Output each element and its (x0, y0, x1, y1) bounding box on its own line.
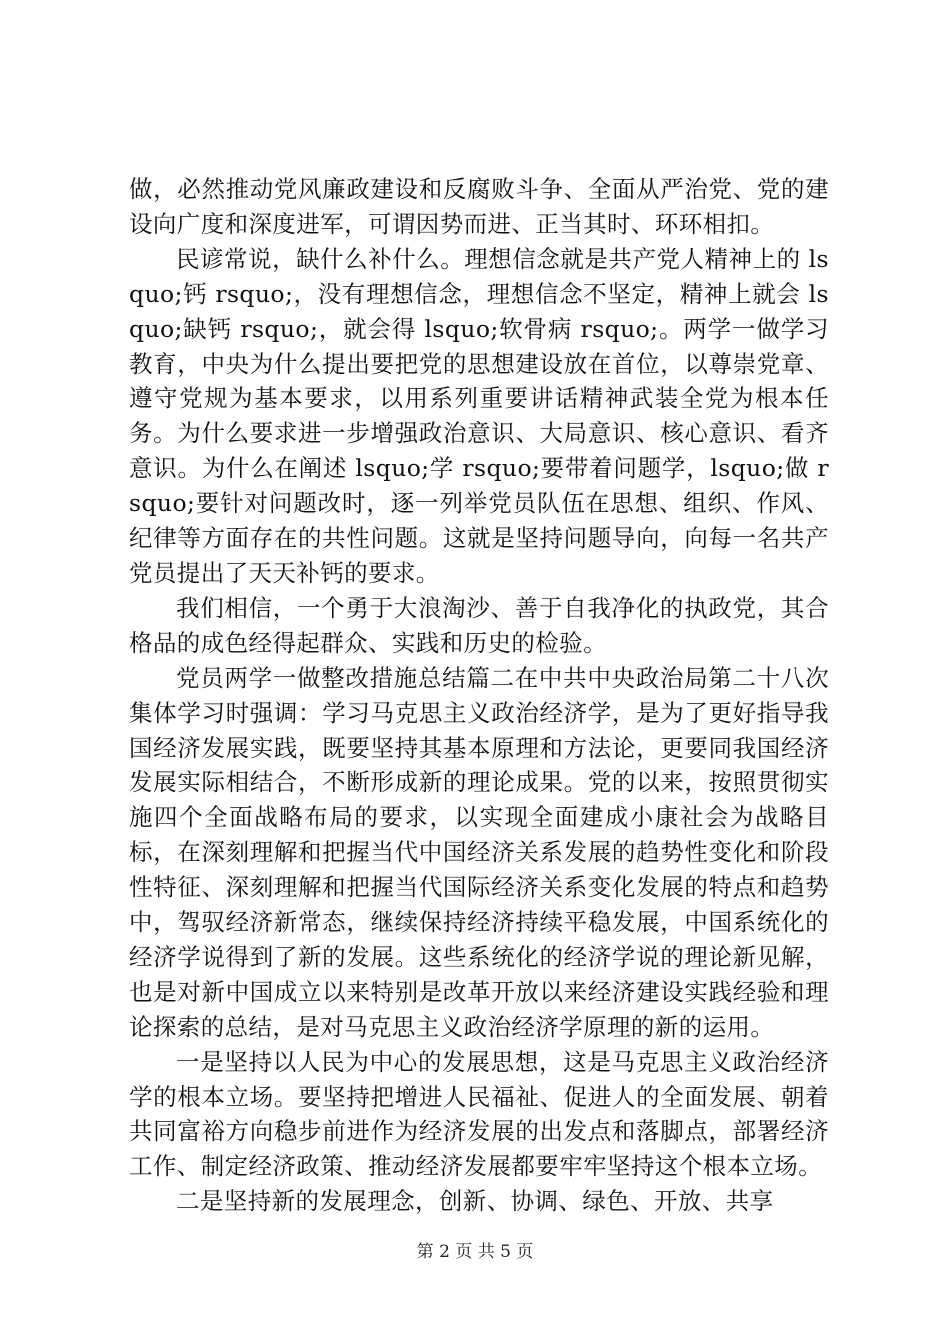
paragraph-6: 二是坚持新的发展理念，创新、协调、绿色、开放、共享 (176, 1187, 774, 1216)
paragraph-1: 做，必然推动党风廉政建设和反腐败斗争、全面从严治党、党的建设向广度和深度进军，可谓因势而进、正当其时、环环相扣。 (129, 175, 829, 238)
page-number-label: 第 2 页 共 5 页 (416, 1242, 534, 1262)
paragraph-2: 民谚常说，缺什么补什么。理想信念就是共产党人精神上的 lsquo;钙 rsquo;，没有理想信念，理想信念不坚定，精神上就会 lsquo;缺钙 rsquo;，就会得 lsquo;软骨病 rsquo;。两学一做学习教育，中央为什么提出要把党的思想建设放在首位，以尊崇党章、遵守党规为基本要求，以用系列重要讲话精神武装全党为根本任务。为什么要求进一步增强政治意识、大局意识、核心意识、看齐意识。为什么在阐述 lsquo;学 rsquo;要带着问题学，lsquo;做 rsquo;要针对问题改时，逐一列举党员队伍在思想、组织、作风、纪律等方面存在的共性问题。这就是坚持问题导向，向每一名共产党员提出了天天补钙的要求。 (129, 244, 829, 587)
paragraph-5: 一是坚持以人民为中心的发展思想，这是马克思主义政治经济学的根本立场。要坚持把增进人民福祉、促进人的全面发展、朝着共同富裕方向稳步前进作为经济发展的出发点和落脚点，部署经济工作、制定经济政策、推动经济发展都要牢牢坚持这个根本立场。 (129, 1047, 829, 1181)
paragraph-4: 党员两学一做整改措施总结篇二在中共中央政治局第二十八次集体学习时强调：学习马克思主义政治经济学，是为了更好指导我国经济发展实践，既要坚持其基本原理和方法论，更要同我国经济发展实际相结合，不断形成新的理论成果。党的以来，按照贯彻实施四个全面战略布局的要求，以实现全面建成小康社会为战略目标，在深刻理解和把握当代中国经济关系发展的趋势性变化和阶段性特征、深刻理解和把握当代国际经济关系变化发展的特点和趋势中，驾驭经济新常态，继续保持经济持续平稳发展，中国系统化的经济学说得到了新的发展。这些系统化的经济学说的理论新见解，也是对新中国成立以来特别是改革开放以来经济建设实践经验和理论探索的总结，是对马克思主义政治经济学原理的新的运用。 (129, 663, 829, 1041)
document-body (129, 172, 829, 1219)
page-footer (0, 1240, 950, 1264)
paragraph-3: 我们相信，一个勇于大浪淘沙、善于自我净化的执政党，其合格品的成色经得起群众、实践和历史的检验。 (129, 593, 829, 657)
